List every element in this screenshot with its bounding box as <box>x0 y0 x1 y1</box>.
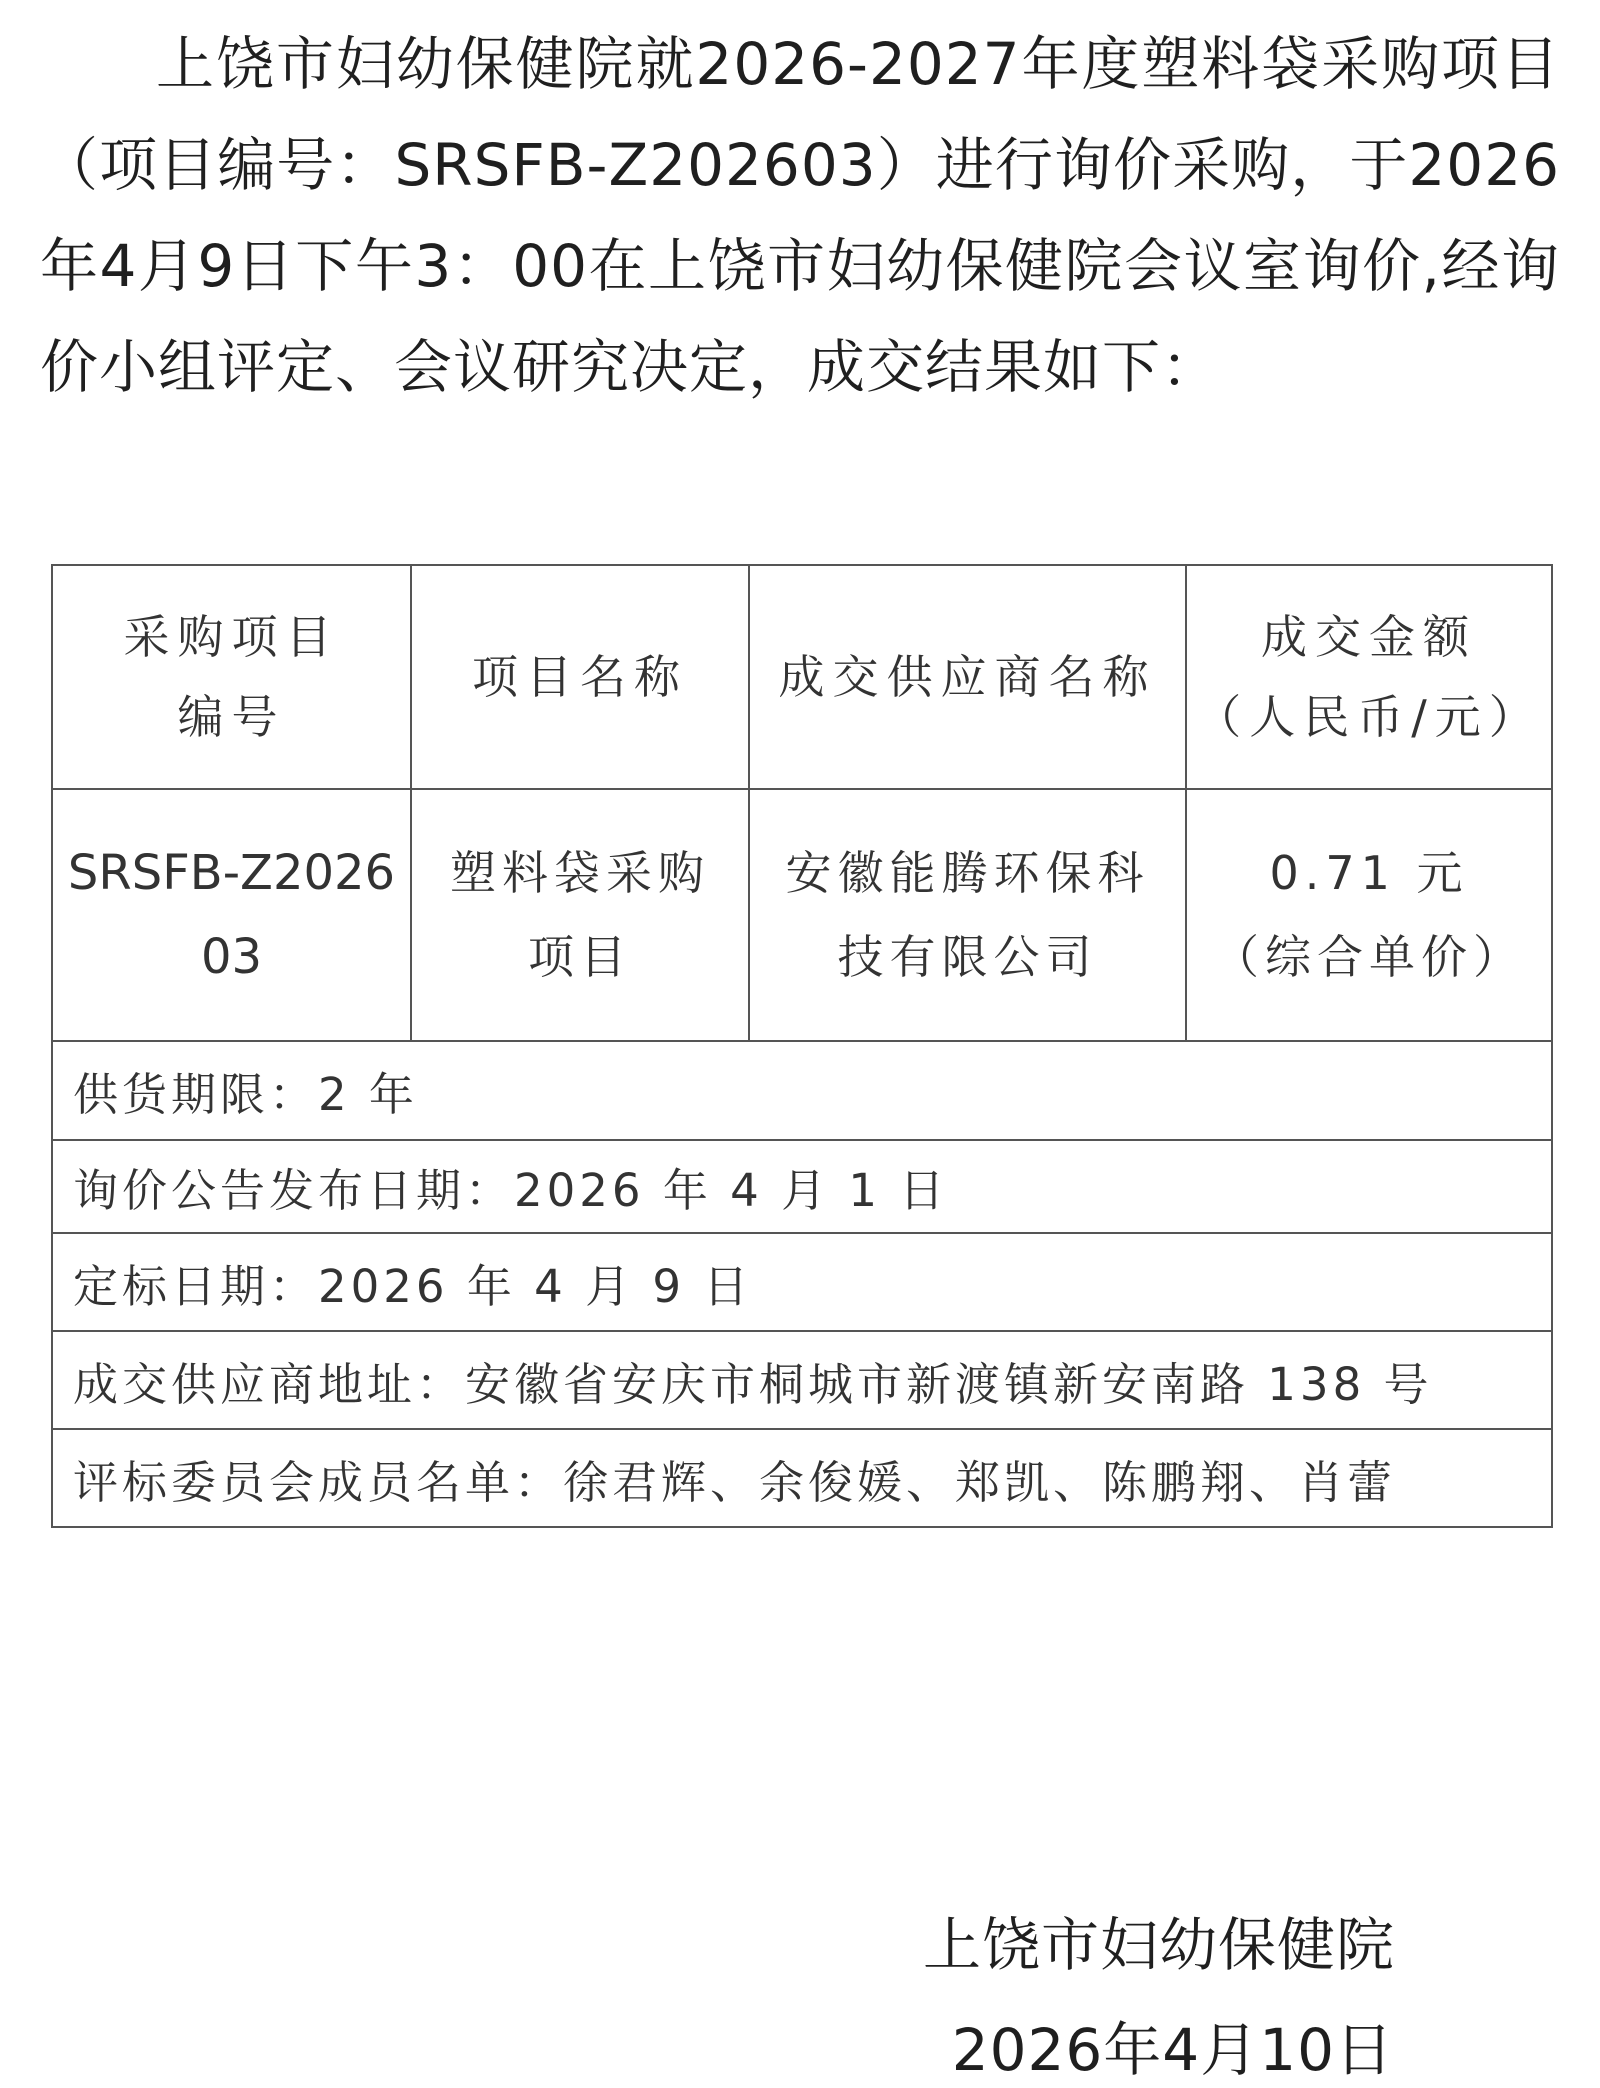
supplier-address-row <box>52 1331 1552 1429</box>
intro-paragraph: 上饶市妇幼保健院就2026-2027年度塑料袋采购项目（项目编号：SRSFB-Z202603）进行询价采购，于2026年4月9日下午3：00在上饶市妇幼保健院会议室询价,经询价小组评定、会议研究决定，成交结果如下： <box>40 30 1560 401</box>
cell-amount: 0.71 元 （综合单价） <box>1186 789 1552 1041</box>
header-amount: 成交金额 （人民币/元） <box>1186 565 1552 789</box>
notice-date-row <box>52 1140 1552 1233</box>
header-supplier-name: 成交供应商名称 <box>749 565 1186 789</box>
delivery-period-row <box>52 1041 1552 1140</box>
cell-supplier-name: 安徽能腾环保科 技有限公司 <box>749 789 1186 1041</box>
award-result-table <box>51 564 1553 1528</box>
delivery-period: 供货期限：2 年 <box>52 1041 1552 1140</box>
cell-project-name: 塑料袋采购 项目 <box>411 789 749 1041</box>
committee-row <box>52 1429 1552 1527</box>
signature-date: 2026年4月10日 <box>951 2016 1394 2084</box>
award-date-row <box>52 1233 1552 1331</box>
header-project-code: 采购项目 编号 <box>52 565 411 789</box>
award-date: 定标日期：2026 年 4 月 9 日 <box>52 1233 1552 1331</box>
notice-date: 询价公告发布日期：2026 年 4 月 1 日 <box>52 1140 1552 1233</box>
table-row <box>52 789 1552 1041</box>
table-header-row <box>52 565 1552 789</box>
supplier-address: 成交供应商地址：安徽省安庆市桐城市新渡镇新安南路 138 号 <box>52 1331 1552 1429</box>
committee-members: 评标委员会成员名单：徐君辉、余俊媛、郑凯、陈鹏翔、肖蕾 <box>52 1429 1552 1527</box>
header-project-name: 项目名称 <box>411 565 749 789</box>
cell-project-code: SRSFB-Z2026 03 <box>52 789 411 1041</box>
signature-organization: 上饶市妇幼保健院 <box>922 1911 1395 1979</box>
